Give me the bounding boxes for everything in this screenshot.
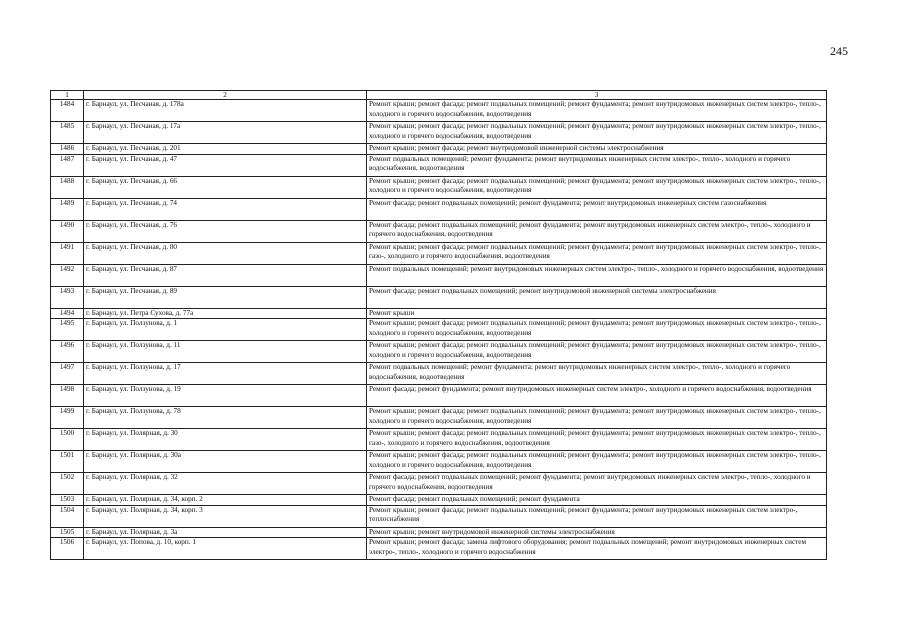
row-number: 1484: [51, 100, 84, 122]
page-number: 245: [830, 44, 848, 58]
row-number: 1493: [51, 286, 84, 308]
row-works: Ремонт крыши: [367, 308, 827, 319]
table-row: [51, 429, 827, 451]
row-number: 1497: [51, 363, 84, 385]
row-number: 1504: [51, 505, 84, 527]
column-header-works: 3: [367, 91, 827, 100]
table-row: [51, 385, 827, 407]
table-row: [51, 100, 827, 122]
row-number: 1485: [51, 122, 84, 144]
row-number: 1486: [51, 144, 84, 155]
row-address: г. Барнаул, ул. Песчаная, д. 89: [84, 286, 367, 308]
row-address: г. Барнаул, ул. Полярная, д. 30: [84, 429, 367, 451]
row-address: г. Барнаул, ул. Ползунова, д. 19: [84, 385, 367, 407]
row-address: г. Барнаул, ул. Полярная, д. 34, корп. 3: [84, 505, 367, 527]
row-works: Ремонт фасада; ремонт подвальных помещений; ремонт фундамента; ремонт внутридомовых инженерных систем электро-, тепло-, холодного и горячего водоснабжения, водоотведения: [367, 220, 827, 242]
row-address: г. Барнаул, ул. Ползунова, д. 1: [84, 319, 367, 341]
table-row: [51, 505, 827, 527]
row-number: 1499: [51, 407, 84, 429]
row-address: г. Барнаул, ул. Полярная, д. 32: [84, 473, 367, 495]
row-address: г. Барнаул, ул. Песчаная, д. 47: [84, 154, 367, 176]
row-number: 1489: [51, 198, 84, 220]
row-works: Ремонт крыши; ремонт фасада; ремонт подвальных помещений; ремонт фундамента; ремонт внутридомовых инженерных систем электро-, тепло-, холодного и горячего водоснабжения, водоотведения: [367, 176, 827, 198]
table-row: [51, 319, 827, 341]
row-address: г. Барнаул, ул. Полярная, д. 30а: [84, 451, 367, 473]
table-row: [51, 154, 827, 176]
row-address: г. Барнаул, ул. Попова, д. 10, корп. 1: [84, 538, 367, 560]
table-row: [51, 220, 827, 242]
row-number: 1496: [51, 341, 84, 363]
row-address: г. Барнаул, ул. Песчаная, д. 87: [84, 264, 367, 286]
row-works: Ремонт фасада; ремонт фундамента; ремонт внутридомовых инженерных систем электро-, холодного и горячего водоснабжения, водоотведения: [367, 385, 827, 407]
row-number: 1494: [51, 308, 84, 319]
row-number: 1506: [51, 538, 84, 560]
row-works: Ремонт подвальных помещений; ремонт фундамента; ремонт внутридомовых инженерных систем электро-, тепло-, холодного и горячего водоснабжения, водоотведения: [367, 154, 827, 176]
row-address: г. Барнаул, ул. Песчаная, д. 201: [84, 144, 367, 155]
row-address: г. Барнаул, ул. Песчаная, д. 74: [84, 198, 367, 220]
row-address: г. Барнаул, ул. Песчаная, д. 80: [84, 242, 367, 264]
row-address: г. Барнаул, ул. Песчаная, д. 17а: [84, 122, 367, 144]
row-address: г. Барнаул, ул. Петра Сухова, д. 77а: [84, 308, 367, 319]
row-works: Ремонт крыши; ремонт фасада; ремонт подвальных помещений; ремонт фундамента; ремонт внутридомовых инженерных систем электро-, тепло-, холодного и горячего водоснабжения, водоотведения: [367, 319, 827, 341]
table-row: [51, 264, 827, 286]
row-works: Ремонт фасада; ремонт подвальных помещений; ремонт фундамента; ремонт внутридомовых инженерных систем газоснабжения: [367, 198, 827, 220]
row-address: г. Барнаул, ул. Песчаная, д. 178а: [84, 100, 367, 122]
row-address: г. Барнаул, ул. Полярная, д. 3а: [84, 527, 367, 538]
row-number: 1500: [51, 429, 84, 451]
table-row: [51, 527, 827, 538]
row-address: г. Барнаул, ул. Песчаная, д. 66: [84, 176, 367, 198]
row-number: 1487: [51, 154, 84, 176]
row-works: Ремонт крыши; ремонт фасада; ремонт подвальных помещений; ремонт фундамента; ремонт внутридомовых инженерных систем электро-, тепло-, холодного и горячего водоснабжения, водоотведения: [367, 341, 827, 363]
row-works: Ремонт крыши; ремонт фасада; ремонт подвальных помещений; ремонт фундамента; ремонт внутридомовых инженерных систем электро-, тепло-, газо-, холодного и горячего водоснабжения, водоотведения: [367, 429, 827, 451]
row-address: г. Барнаул, ул. Полярная, д. 34, корп. 2: [84, 495, 367, 506]
column-header-address: 2: [84, 91, 367, 100]
row-works: Ремонт подвальных помещений; ремонт внутридомовых инженерных систем электро-, тепло-, холодного и горячего водоснабжения, водоотведения: [367, 264, 827, 286]
row-works: Ремонт крыши; ремонт фасада; ремонт подвальных помещений; ремонт фундамента; ремонт внутридомовых инженерных систем электро-, тепло-, холодного и горячего водоснабжения, водоотведения: [367, 451, 827, 473]
row-address: г. Барнаул, ул. Ползунова, д. 11: [84, 341, 367, 363]
table-row: [51, 176, 827, 198]
row-number: 1490: [51, 220, 84, 242]
row-address: г. Барнаул, ул. Ползунова, д. 78: [84, 407, 367, 429]
table-row: [51, 495, 827, 506]
table-row: [51, 341, 827, 363]
row-works: Ремонт крыши; ремонт фасада; ремонт подвальных помещений; ремонт фундамента; ремонт внутридомовых инженерных систем электро-, теплоснабжения: [367, 505, 827, 527]
table-row: [51, 242, 827, 264]
table-row: [51, 363, 827, 385]
row-works: Ремонт крыши; ремонт внутридомовой инженерной системы электроснабжения: [367, 527, 827, 538]
table-row: [51, 473, 827, 495]
row-number: 1498: [51, 385, 84, 407]
row-works: Ремонт подвальных помещений; ремонт фундамента; ремонт внутридомовых инженерных систем электро-, тепло-, холодного и горячего водоснабжения, водоотведения: [367, 363, 827, 385]
row-number: 1501: [51, 451, 84, 473]
table-header-row: [51, 91, 827, 100]
table-row: [51, 451, 827, 473]
row-works: Ремонт крыши; ремонт фасада; ремонт внутридомовой инженерной системы электроснабжения: [367, 144, 827, 155]
row-works: Ремонт фасада; ремонт подвальных помещений; ремонт фундамента; ремонт внутридомовых инженерных систем электро-, тепло-, холодного и горячего водоснабжения, водоотведения: [367, 473, 827, 495]
row-works: Ремонт крыши; ремонт фасада; ремонт подвальных помещений; ремонт фундамента; ремонт внутридомовых инженерных систем электро-, тепло-, холодного и горячего водоснабжения, водоотведения: [367, 407, 827, 429]
table-row: [51, 538, 827, 560]
row-number: 1503: [51, 495, 84, 506]
repair-register-table: [50, 90, 827, 560]
table-body: [51, 91, 827, 560]
row-works: Ремонт крыши; ремонт фасада; ремонт подвальных помещений; ремонт фундамента; ремонт внутридомовых инженерных систем электро-, тепло-, холодного и горячего водоснабжения, водоотведения: [367, 100, 827, 122]
row-works: Ремонт крыши; ремонт фасада; ремонт подвальных помещений; ремонт фундамента; ремонт внутридомовых инженерных систем электро-, тепло-, холодного и горячего водоснабжения, водоотведения: [367, 122, 827, 144]
row-number: 1491: [51, 242, 84, 264]
row-number: 1502: [51, 473, 84, 495]
row-works: Ремонт фасада; ремонт подвальных помещений; ремонт внутридомовой инженерной системы электроснабжения: [367, 286, 827, 308]
row-address: г. Барнаул, ул. Песчаная, д. 76: [84, 220, 367, 242]
row-number: 1492: [51, 264, 84, 286]
row-works: Ремонт крыши; ремонт фасада; замена лифтового оборудования; ремонт подвальных помещений; ремонт внутридомовых инженерных систем электро-, тепло-, холодного и горячего водоснабжения: [367, 538, 827, 560]
row-number: 1495: [51, 319, 84, 341]
row-works: Ремонт крыши; ремонт фасада; ремонт подвальных помещений; ремонт фундамента; ремонт внутридомовых инженерных систем электро-, тепло-, газо-, холодного и горячего водоснабжения, водоотведения: [367, 242, 827, 264]
table-row: [51, 122, 827, 144]
row-works: Ремонт фасада; ремонт подвальных помещений; ремонт фундамента: [367, 495, 827, 506]
table-row: [51, 308, 827, 319]
row-number: 1505: [51, 527, 84, 538]
table-row: [51, 286, 827, 308]
row-address: г. Барнаул, ул. Ползунова, д. 17: [84, 363, 367, 385]
table-row: [51, 144, 827, 155]
row-number: 1488: [51, 176, 84, 198]
column-header-number: 1: [51, 91, 84, 100]
table-row: [51, 407, 827, 429]
table-row: [51, 198, 827, 220]
